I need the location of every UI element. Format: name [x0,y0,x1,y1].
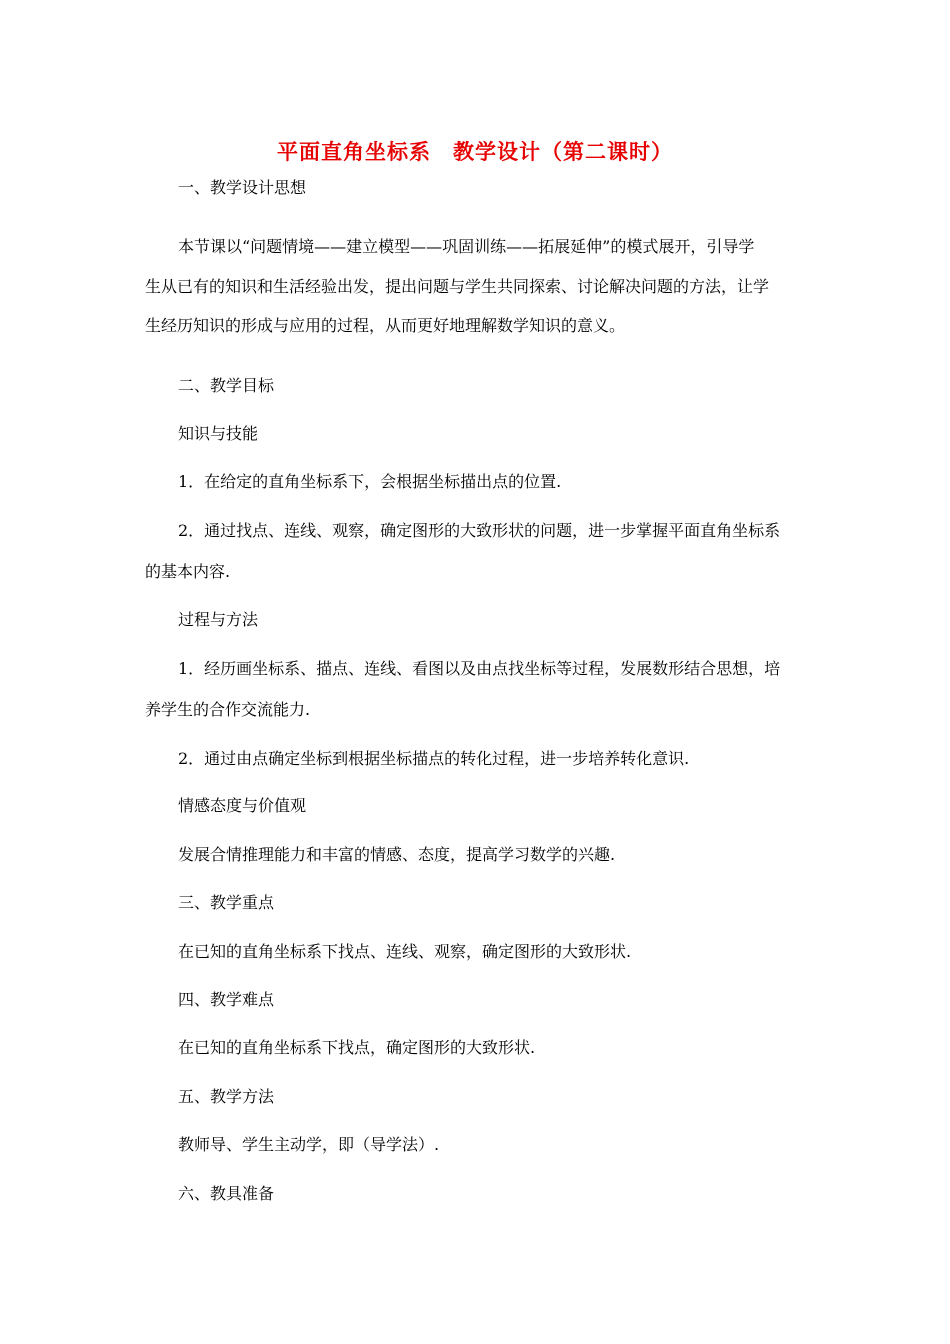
document-title: 平面直角坐标系 教学设计（第二课时） [277,139,673,164]
paragraph-line: 养学生的合作交流能力. [145,700,311,719]
paragraph-line: 1．在给定的直角坐标系下，会根据坐标描出点的位置. [178,472,562,491]
paragraph-line: 生从已有的知识和生活经验出发，提出问题与学生共同探索、讨论解决问题的方法，让学 [145,277,770,296]
paragraph-line: 生经历知识的形成与应用的过程，从而更好地理解数学知识的意义。 [145,316,626,335]
section-heading-key-points: 三、教学重点 [178,893,275,912]
paragraph-line: 2．通过由点确定坐标到根据坐标描点的转化过程，进一步培养转化意识. [178,749,690,768]
subheading-emotion-values: 情感态度与价值观 [178,796,307,815]
section-heading-objectives: 二、教学目标 [178,376,275,395]
paragraph-line: 在已知的直角坐标系下找点，确定图形的大致形状. [178,1038,536,1057]
paragraph-line: 发展合情推理能力和丰富的情感、态度，提高学习数学的兴趣. [178,845,616,864]
paragraph-line: 在已知的直角坐标系下找点、连线、观察，确定图形的大致形状. [178,942,632,961]
paragraph-line: 本节课以“问题情境——建立模型——巩固训练——拓展延伸”的模式展开，引导学 [178,237,755,256]
section-heading-methods: 五、教学方法 [178,1087,275,1106]
section-heading-design-idea: 一、教学设计思想 [178,178,307,197]
subheading-process-methods: 过程与方法 [178,610,259,629]
paragraph-line: 1．经历画坐标系、描点、连线、看图以及由点找坐标等过程，发展数形结合思想，培 [178,659,781,678]
paragraph-line: 教师导、学生主动学，即（导学法）. [178,1135,440,1154]
section-heading-difficulties: 四、教学难点 [178,990,275,1009]
section-heading-materials: 六、教具准备 [178,1184,275,1203]
paragraph-line: 2．通过找点、连线、观察，确定图形的大致形状的问题，进一步掌握平面直角坐标系 [178,521,781,540]
paragraph-line: 的基本内容. [145,562,231,581]
subheading-knowledge-skills: 知识与技能 [178,424,259,443]
